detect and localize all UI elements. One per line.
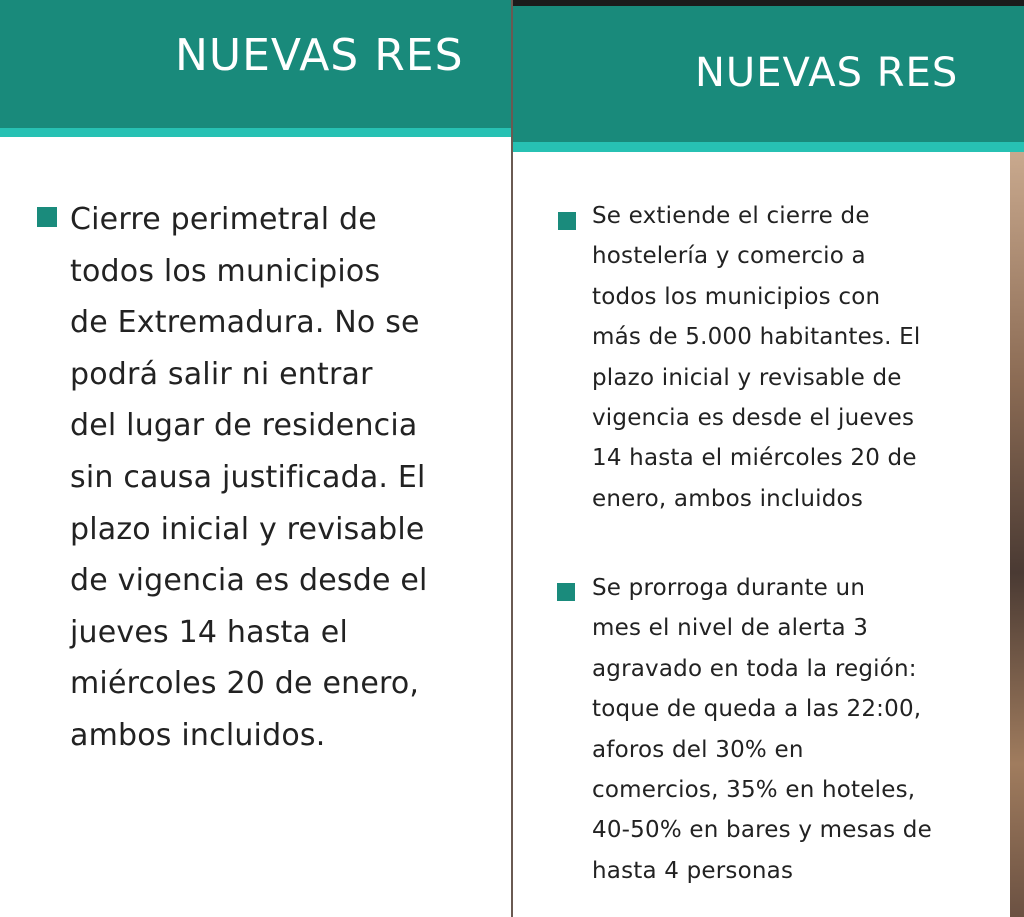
text-line: mes el nivel de alerta 3 [592, 615, 869, 642]
text-line: Cierre perimetral de [70, 202, 377, 237]
text-line: sin causa justificada. El [70, 459, 426, 495]
right-bullet-2-text [592, 568, 1007, 891]
text-line: todos los municipios con [592, 283, 881, 310]
bullet-square-icon [37, 207, 57, 227]
left-header [0, 0, 511, 137]
text-line: podrá salir ni entrar [70, 356, 373, 392]
left-panel [0, 0, 511, 917]
left-bullet-text [70, 194, 505, 762]
text-line: 40-50% en bares y mesas de [592, 817, 932, 844]
right-bullet-1-text [592, 196, 1007, 519]
text-line: todos los municipios [70, 253, 381, 289]
text-line: miércoles 20 de enero, [70, 666, 420, 702]
text-line: plazo inicial y revisable de [592, 364, 902, 391]
text-line: toque de queda a las 22:00, [592, 696, 922, 723]
text-line: enero, ambos incluidos [592, 485, 864, 512]
background-photo-edge [1010, 152, 1024, 917]
text-line: aforos del 30% en [592, 736, 804, 763]
text-line: 14 hasta el miércoles 20 de [592, 445, 917, 472]
text-line: de vigencia es desde el [70, 563, 428, 599]
bullet-square-icon [557, 583, 575, 601]
text-line: del lugar de residencia [70, 408, 418, 444]
text-line: Se extiende el cierre de [592, 203, 870, 229]
right-card [513, 152, 1010, 917]
text-line: de Extremadura. No se [70, 305, 420, 341]
text-line: Se prorroga durante un [592, 575, 866, 601]
text-line: plazo inicial y revisable [70, 511, 425, 547]
right-header [513, 6, 1024, 152]
text-line: agravado en toda la región: [592, 655, 917, 682]
text-line: más de 5.000 habitantes. El [592, 324, 921, 351]
text-line: comercios, 35% en hoteles, [592, 777, 916, 804]
right-panel [513, 0, 1024, 917]
left-header-title: NUEVAS RES [175, 30, 464, 81]
bullet-square-icon [558, 212, 576, 230]
right-header-title: NUEVAS RES [695, 50, 959, 96]
text-line: ambos incluidos. [70, 717, 326, 753]
text-line: vigencia es desde el jueves [592, 405, 915, 432]
text-line: hasta 4 personas [592, 857, 794, 884]
text-line: hostelería y comercio a [592, 243, 866, 270]
text-line: jueves 14 hasta el [70, 614, 348, 650]
